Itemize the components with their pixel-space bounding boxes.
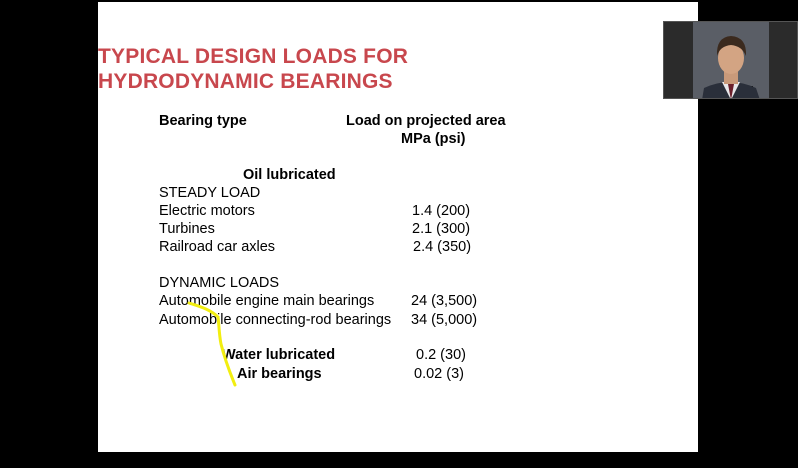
water-lubricated-value: 0.2 (30) xyxy=(416,347,466,363)
presenter-avatar-icon xyxy=(664,22,798,99)
row-label: Railroad car axles xyxy=(159,239,276,255)
row-label: Turbines xyxy=(159,221,215,237)
air-bearings-value: 0.02 (3) xyxy=(414,366,464,382)
water-lubricated-label: Water lubricated xyxy=(222,347,336,363)
row-value: 2.4 (350) xyxy=(413,239,472,255)
row-value: 2.1 (300) xyxy=(412,221,471,237)
slide-title xyxy=(98,44,408,94)
row-label: Automobile engine main bearings xyxy=(159,293,375,309)
steady-load-heading: STEADY LOAD xyxy=(159,185,261,201)
row-value: 24 (3,500) xyxy=(411,293,478,309)
air-bearings-label: Air bearings xyxy=(237,366,322,382)
row-label: Automobile connecting-rod bearings xyxy=(159,312,392,328)
dynamic-loads-heading: DYNAMIC LOADS xyxy=(159,275,280,291)
row-value: 1.4 (200) xyxy=(412,203,471,219)
section-oil-lubricated: Oil lubricated xyxy=(243,167,336,183)
column-header-units: MPa (psi) xyxy=(401,131,466,147)
row-label: Electric motors xyxy=(159,203,255,219)
row-value: 34 (5,000) xyxy=(411,312,478,328)
presenter-video-thumbnail[interactable] xyxy=(663,21,798,99)
column-header-load: Load on projected area xyxy=(346,113,506,129)
column-header-bearing-type: Bearing type xyxy=(159,113,247,129)
title-line-1: TYPICAL DESIGN LOADS FOR xyxy=(98,45,409,68)
title-line-2: HYDRODYNAMIC BEARINGS xyxy=(98,70,393,93)
